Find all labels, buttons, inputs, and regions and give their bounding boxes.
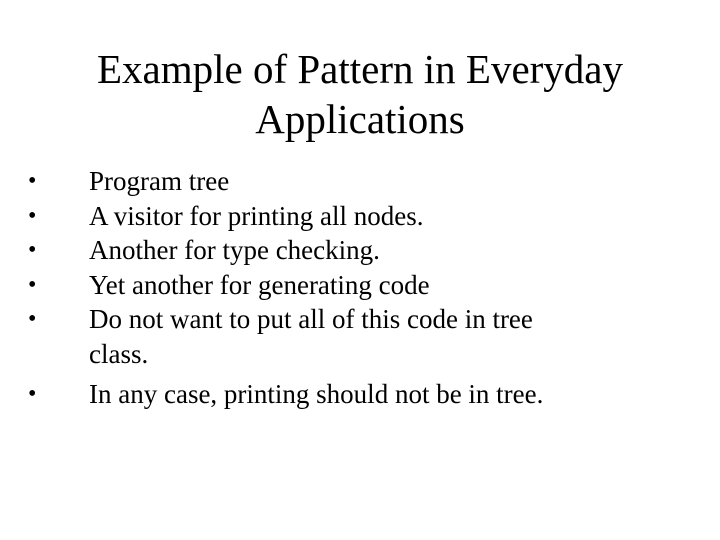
bullet-text-line-2: class. [89,338,149,369]
bullet-icon: • [28,168,37,194]
bullet-icon: • [28,202,37,229]
bullet-text: Another for type checking. [89,235,380,265]
bullet-item-program-tree [28,164,688,199]
bullet-item-generating-code [28,268,688,303]
bullet-item-printing-not-in-tree [28,377,688,412]
bullet-text: A visitor for printing all nodes. [89,200,424,231]
slide-title [40,44,680,144]
bullet-text-line-1: Do not want to put all of this code in tree [89,304,533,334]
bullet-icon: • [28,306,37,332]
bullet-list [28,164,688,412]
bullet-item-not-in-tree-class [28,302,688,371]
bullet-icon: • [28,381,37,407]
slide-title-line-2: Applications [255,96,465,142]
bullet-text: In any case, printing should not be in tree. [89,379,544,409]
bullet-text: Yet another for generating code [89,269,430,300]
bullet-item-printing-visitor [28,199,688,234]
bullet-icon: • [28,271,37,298]
bullet-icon: • [28,237,37,263]
bullet-item-type-checking [28,233,688,268]
slide-title-line-1: Example of Pattern in Everyday [97,46,623,92]
bullet-text: Program tree [89,166,230,196]
